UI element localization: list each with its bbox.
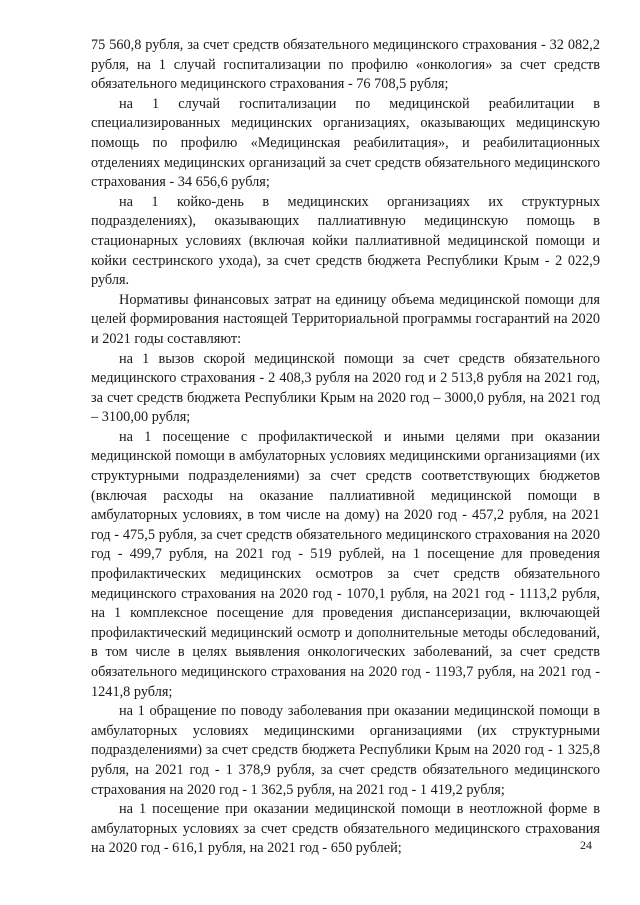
paragraph-2: на 1 случай госпитализации по медицинской реабилитации в специализированных медицинских организациях, оказывающих медицинскую помощь по профилю «Медицинская реабилитация», и реабилитационных отделениях медицинских организаций за счет средств обязательного медицинского страхования - 34 656,6 рубля; [91,95,600,191]
paragraph-5: на 1 вызов скорой медицинской помощи за счет средств обязательного медицинского страхования - 2 408,3 рубля на 2020 год и 2 513,8 рубля на 2021 год, за счет средств бюджета Республики Крым на 2020 год – 3000,0 рубля, на 2021 год – 3100,00 рубля; [91,350,600,426]
page-number: 24 [580,838,592,852]
paragraph-7: на 1 обращение по поводу заболевания при оказании медицинской помощи в амбулаторных условиях медицинскими организациями (их структурными подразделениями) за счет средств бюджета Республики Крым на 2020 год - 1 325,8 рубля, на 2021 год - 1 378,9 рубля, за счет средств обязательного медицинского страхования на 2020 год - 1 362,5 рубля, на 2021 год - 1 419,2 рубля; [91,703,600,798]
paragraph-1: 75 560,8 рубля, за счет средств обязательного медицинского страхования - 32 082,2 рубля, на 1 случай госпитализации по профилю «онкология» за счет средств обязательного медицинского страхования - 76 708,5 рубля; [91,37,600,93]
paragraph-8: на 1 посещение при оказании медицинской помощи в неотложной форме в амбулаторных условиях за счет средств обязательного медицинского страхования на 2020 год - 616,1 рубля, на 2021 год - 650 рублей; [91,801,600,857]
paragraph-6: на 1 посещение с профилактической и иными целями при оказании медицинской помощи в амбулаторных условиях медицинскими организациями (их структурными подразделениями) за счет средств соответствующих бюджетов (включая расходы на оказание паллиативной медицинской помощи в амбулаторных условиях, в том числе на дому) на 2020 год - 457,2 рубля, на 2021 год - 475,5 рубля, за счет средств обязательного медицинского страхования на 2020 год - 499,7 рубля, на 2021 год - 519 рублей, на 1 посещение для проведения профилактических медицинских осмотров за счет средств обязательного медицинского страхования на 2020 год - 1070,1 рубля, на 2021 год - 1113,2 рубля, на 1 комплексное посещение для проведения диспансеризации, включающей профилактический медицинский осмотр и дополнительные методы обследований, в том числе в целях выявления онкологических заболеваний, за счет средств обязательного медицинского страхования на 2020 год - 1193,7 рубля, на 2021 год - 1241,8 рубля; [91,428,600,700]
paragraph-3: на 1 койко-день в медицинских организациях их структурных подразделениях), оказывающих паллиативную медицинскую помощь в стационарных условиях (включая койки паллиативной медицинской помощи и койки сестринского ухода), за счет средств бюджета Республики Крым - 2 022,9 рубля. [91,193,600,289]
document-body [91,36,600,859]
paragraph-4: Нормативы финансовых затрат на единицу объема медицинской помощи для целей формирования настоящей Территориальной программы госгарантий на 2020 и 2021 годы составляют: [91,291,600,347]
